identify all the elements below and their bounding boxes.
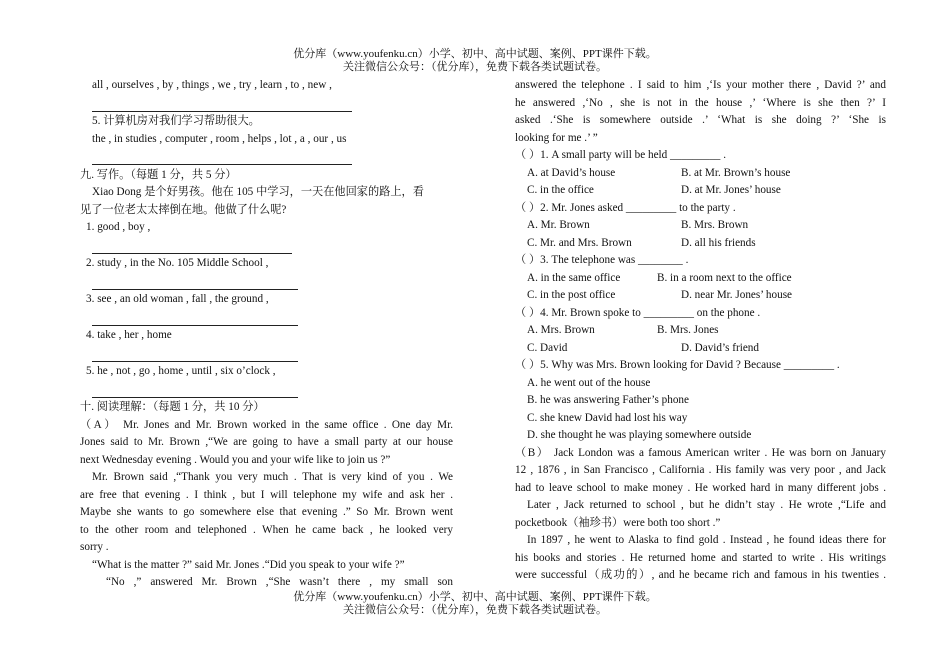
left-column	[80, 77, 453, 592]
passage-a-line: “What is the matter ?” said Mr. Jones .“Did you speak to your wife ?”	[92, 558, 405, 571]
passage-b-line: his books and stories . He returned home and started to write . His writings	[515, 551, 886, 564]
answer-line	[92, 242, 292, 254]
passage-a-line: he answered ,‘No , she is not in the house ,’ ‘Where is she then ?’ I	[515, 96, 886, 109]
passage-a-line: next Wednesday evening . Would you and your wife like to join us ?”	[80, 453, 391, 466]
passage-a-line: asked .‘She is somewhere outside .’ ‘What is she doing ?’ ‘She is	[515, 114, 886, 126]
passage-a-line: （A） Mr. Jones and Mr. Brown worked in the same office . One day Mr.	[80, 418, 453, 431]
question-3-options	[515, 270, 886, 288]
option-d: D. at Mr. Jones’ house	[681, 184, 781, 196]
answer-line	[92, 100, 352, 112]
section-title-reading: 十. 阅读理解：（每题 1 分，共 10 分）	[80, 401, 265, 413]
option-a: A. Mrs. Brown	[527, 324, 595, 336]
writing-prompt-5: 5. he , not , go , home , until , six o’clock ,	[86, 365, 276, 377]
writing-prompt-4: 4. take , her , home	[86, 329, 172, 341]
passage-b-line: pocketbook（袖珍书）were both too short .”	[515, 516, 721, 529]
footer-line-2: 关注微信公众号：（优分库），免费下载各类试题试卷。	[343, 604, 607, 616]
writing-prompt-1: 1. good , boy ,	[86, 221, 151, 233]
option-a: A. Mr. Brown	[527, 219, 590, 231]
right-column	[515, 77, 886, 585]
passage-b-line: Later , Jack returned to school , but he didn’t stay . He wrote ,“Life and	[527, 499, 886, 511]
writing-prompt-3: 3. see , an old woman , fall , the ground ,	[86, 293, 269, 305]
passage-a-line: Mr. Brown said ,“Thank you very much . That is very kind of you . We	[92, 471, 453, 483]
writing-prompt-2: 2. study , in the No. 105 Middle School ,	[86, 257, 269, 269]
passage-b-line: had to leave school to make money . He worked hard in many different jobs .	[515, 481, 886, 494]
passage-a-line: are free that evening . I think , but I will telephone my wife and ask her .	[80, 488, 453, 501]
answer-line	[92, 278, 298, 290]
answer-line	[92, 314, 298, 326]
option-c: C. in the post office	[527, 289, 616, 301]
question-3: （ ）3. The telephone was ________ .	[515, 254, 689, 266]
question-4-options	[515, 340, 886, 358]
header-line-2: 关注微信公众号：（优分库），免费下载各类试题试卷。	[343, 61, 607, 73]
passage-a-line: looking for me .’ ”	[515, 131, 598, 144]
option-a: A. in the same office	[527, 271, 621, 284]
passage-b-line: were successful（成功的）, and he became rich and famous in his twenties .	[515, 569, 886, 581]
option-d: D. David’s friend	[681, 341, 759, 354]
option-b: B. at Mr. Brown’s house	[681, 166, 791, 179]
question-4: （ ）4. Mr. Brown spoke to _________ on the phone .	[515, 306, 761, 319]
option-b: B. he was answering Father’s phone	[527, 394, 689, 406]
option-a: A. at David’s house	[527, 166, 616, 179]
option-b: B. Mrs. Brown	[681, 219, 749, 231]
option-a: A. he went out of the house	[527, 376, 651, 389]
option-c: C. Mr. and Mrs. Brown	[527, 236, 632, 249]
question-1: （ ）1. A small party will be held _________ .	[515, 149, 726, 161]
question-1-options	[515, 182, 886, 200]
passage-a-line: Jones said to Mr. Brown ,“We are going to have a small party at our house	[80, 436, 453, 448]
question-2: （ ）2. Mr. Jones asked _________ to the party .	[515, 201, 736, 214]
word-list: all , ourselves , by , things , we , try , learn , to , new ,	[92, 79, 332, 91]
question-5: （ ）5. Why was Mrs. Brown looking for David ? Because _________ .	[515, 359, 840, 371]
option-d: D. all his friends	[681, 236, 756, 249]
option-d: D. near Mr. Jones’ house	[681, 289, 793, 301]
answer-line	[92, 350, 298, 362]
passage-b-line: 12 , 1876 , in San Francisco , California . His family was very poor , and Jack	[515, 464, 886, 476]
question-2-options	[515, 217, 886, 235]
option-c: C. she knew David had lost his way	[527, 411, 688, 424]
passage-b-line: （B） Jack London was a famous American writer . He was born on January	[515, 446, 886, 459]
page-footer	[0, 591, 950, 617]
question-1-options	[515, 165, 886, 183]
option-b: B. in a room next to the office	[657, 271, 792, 284]
option-b: B. Mrs. Jones	[657, 324, 719, 336]
prompt-5-chinese: 5. 计算机房对我们学习帮助很大。	[92, 115, 260, 127]
option-c: C. David	[527, 341, 568, 354]
passage-a-line: “No ,” answered Mr. Brown ,“She wasn’t there , my small son	[106, 576, 453, 588]
passage-a-line: Maybe she wants to go somewhere else that evening .” So Mr. Brown went	[80, 506, 453, 518]
passage-a-line: to the other room and telephoned . When he came back , he looked very	[80, 523, 453, 536]
page-header	[0, 48, 950, 74]
writing-intro: 见了一位老太太摔倒在地。他做了什么呢?	[80, 203, 287, 216]
word-list: the , in studies , computer , room , helps , lot , a , our , us	[92, 132, 347, 145]
section-title-writing: 九. 写作。（每题 1 分，共 5 分）	[80, 168, 237, 181]
option-c: C. in the office	[527, 184, 594, 196]
passage-b-line: In 1897 , he went to Alaska to find gold . Instead , he found ideas there for	[527, 534, 886, 546]
option-d: D. she thought he was playing somewhere outside	[527, 429, 752, 441]
header-line-1: 优分库（www.youfenku.cn）小学、初中、高中试题、案例、PPT课件下载。	[293, 48, 657, 60]
footer-line-1: 优分库（www.youfenku.cn）小学、初中、高中试题、案例、PPT课件下载。	[293, 591, 657, 603]
question-3-options	[515, 287, 886, 305]
passage-a-line: answered the telephone . I said to him ,‘Is your mother there , David ?’ and	[515, 79, 886, 91]
answer-line	[92, 386, 298, 398]
question-4-options	[515, 322, 886, 340]
writing-intro: Xiao Dong 是个好男孩。他在 105 中学习，一天在他回家的路上，看	[92, 186, 424, 198]
answer-line	[92, 153, 352, 165]
passage-a-line: sorry .	[80, 541, 109, 553]
question-2-options	[515, 235, 886, 253]
